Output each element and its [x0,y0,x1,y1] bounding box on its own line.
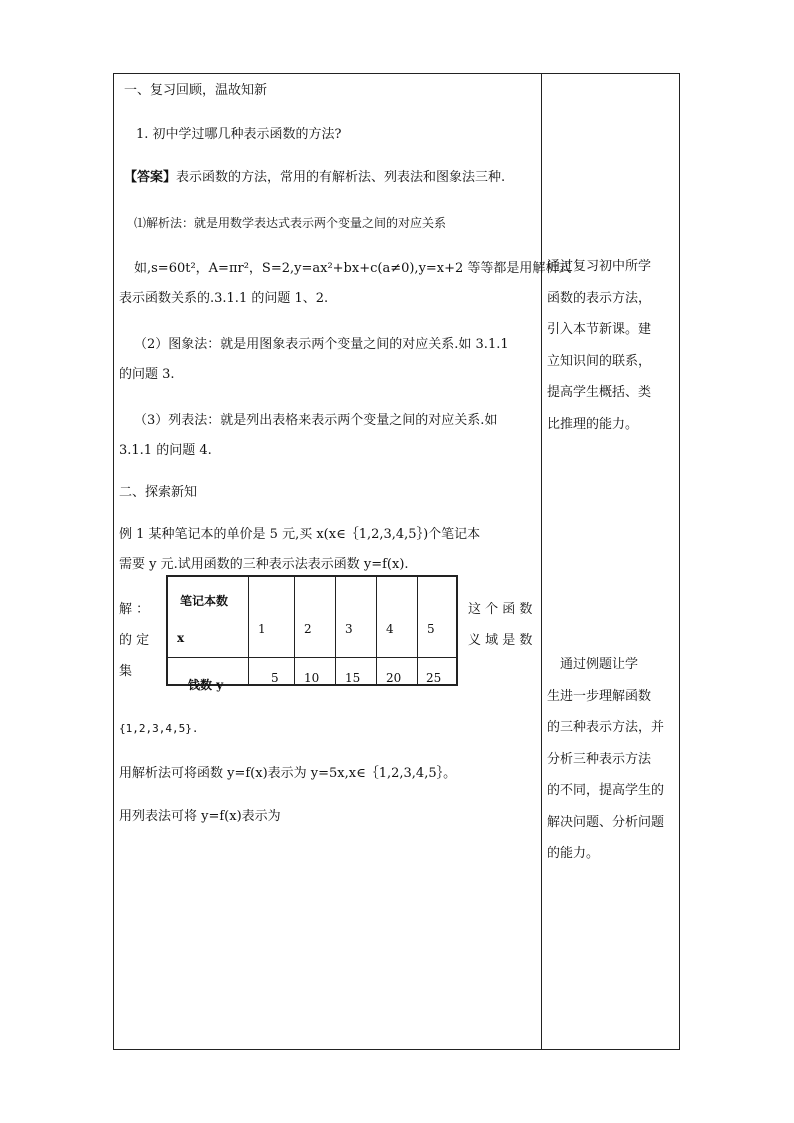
cell-y-1: 5 [271,671,279,685]
value-table [166,575,458,692]
cell-x-5: 5 [427,622,435,636]
cell-x-4: 4 [386,622,394,636]
method2-line1: （2）图象法：就是用图象表示两个变量之间的对应关系.如 3.1.1 [134,337,509,352]
analytic-representation: 用解析法可将函数 y=f(x)表示为 y=5x,x∈｛1,2,3,4,5｝。 [119,766,457,781]
solution-left-3: 集 [119,664,133,679]
column-divider [541,74,542,1049]
table-representation: 用列表法可将 y=f(x)表示为 [119,809,281,824]
solution-right-2: 义 域 是 数 [468,633,533,648]
answer-tag: 【答案】 [124,170,177,185]
cell-y-2: 10 [304,671,320,685]
example-line1: 例 1 某种笔记本的单价是 5 元,买 x(x∈｛1,2,3,4,5｝)个笔记本 [119,527,481,542]
example-line2: 需要 y 元.试用函数的三种表示法表示函数 y=f(x). [119,557,409,572]
cell-y-4: 20 [386,671,402,685]
answer-text: 表示函数的方法，常用的有解析法、列表法和图象法三种. [176,170,506,185]
domain-set: {1,2,3,4,5}. [119,722,199,735]
method1-title: ⑴解析法：就是用数学表达式表示两个变量之间的对应关系 [134,216,447,230]
cell-x-1: 1 [258,622,266,636]
side-note-review: 通过复习初中所学 函数的表示方法， 引入本节新课。建 立知识间的联系， 提高学生概括、类 比推理的能力。 [547,259,652,432]
solution-left-2: 的 定 [119,633,150,648]
answer-line [124,169,505,187]
cell-x-2: 2 [304,622,312,636]
question-1: 1. 初中学过哪几种表示函数的方法? [136,127,342,142]
method1-line1: 如,s=60t²，A=πr²，S=2,y=ax²+bx+c(a≠0),y=x+2 等等都是用解析式 [134,261,572,276]
method1-line2: 表示函数关系的.3.1.1 的问题 1、2. [119,291,329,306]
solution-left-1: 解 ： [119,602,150,617]
cell-y-5: 25 [426,671,442,685]
section1-title: 一、复习回顾，温故知新 [124,83,268,98]
row2-label: 钱数 y [188,678,224,692]
cell-y-3: 15 [345,671,361,685]
section2-title: 二、探索新知 [119,485,198,500]
method2-line2: 的问题 3. [119,367,175,382]
method3-line2: 3.1.1 的问题 4. [119,443,212,458]
lesson-plan-table [113,73,680,1050]
row1-label-x: x [177,631,185,645]
method3-line1: （3）列表法：就是列出表格来表示两个变量之间的对应关系.如 [134,413,498,428]
row1-label: 笔记本数 [180,594,229,608]
solution-right-1: 这 个 函 数 [468,602,533,617]
cell-x-3: 3 [345,622,353,636]
side-note-example: 通过例题让学 生进一步理解函数 的三种表示方法，并 分析三种表示方法 的不同，提高学生的 解决问题、分析问题 的能力。 [547,657,665,861]
